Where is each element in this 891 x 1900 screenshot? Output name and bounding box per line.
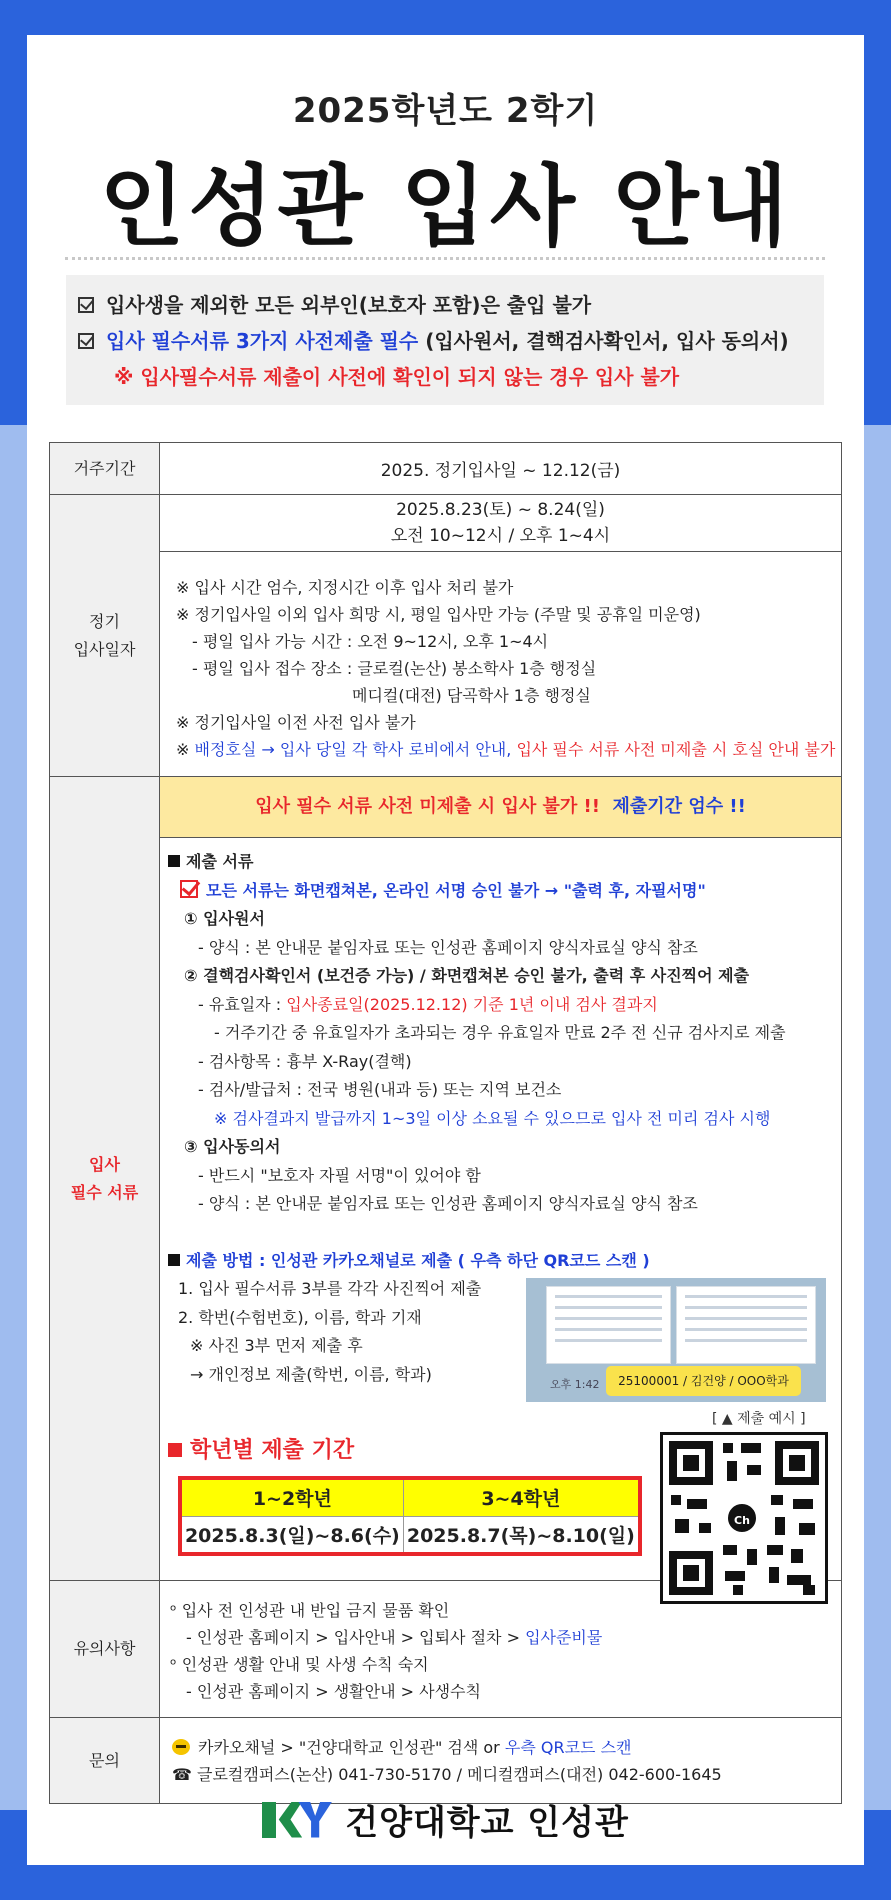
doc-2-title: ② 결핵검사확인서 (보건증 가능) / 화면캡쳐본 승인 불가, 출력 후 사진찍어 제출 (184, 966, 750, 985)
example-time: 오후 1:42 (550, 1378, 600, 1391)
contact-label: 문의 (50, 1718, 160, 1804)
doc-2-note: ※ 검사결과지 발급까지 1~3일 이상 소요될 수 있으므로 입사 전 미리 검사 시행 (214, 1108, 771, 1128)
method-step-2: 2. 학번(수험번호), 이름, 학과 기재 (178, 1307, 422, 1327)
kakao-qr-code[interactable] (660, 1432, 828, 1604)
kakao-icon (172, 1739, 190, 1755)
square-bullet-icon (168, 855, 180, 867)
checkbox-icon (180, 880, 198, 898)
doc-3-signature: - 반드시 "보호자 자필 서명"이 있어야 함 (198, 1165, 481, 1185)
example-caption: [ ▲ 제출 예시 ] (712, 1411, 806, 1427)
doc-2-item: - 검사항목 : 흉부 X-Ray(결핵) (198, 1051, 412, 1071)
kakao-channel-icon: Ch (725, 1501, 759, 1535)
row-contact (50, 1718, 842, 1804)
caution-label: 유의사항 (50, 1581, 160, 1718)
method-title: 제출 방법 : 인성관 카카오채널로 제출 ( 우측 하단 QR코드 스캔 ) (168, 1247, 841, 1276)
grade-period-title: 학년별 제출 기간 (168, 1433, 354, 1464)
grade-header: 3~4학년 (403, 1478, 640, 1516)
footer (0, 1795, 891, 1844)
notice-warning: ※ 입사필수서류 제출이 사전에 확인이 되지 않는 경우 입사 불가 (114, 365, 680, 389)
doc-2-issuer: - 검사/발급처 : 전국 병원(내과 등) 또는 지역 보건소 (198, 1080, 562, 1099)
notice-line-1: 입사생을 제외한 모든 외부인(보호자 포함)은 출입 불가 (78, 287, 814, 323)
docs-banner: 입사 필수 서류 사전 미제출 시 입사 불가 !! 제출기간 엄수 !! (160, 777, 842, 838)
page-title: 인성관 입사 안내 (99, 155, 792, 258)
doc-2-validity: - 유효일자 : 입사종료일(2025.12.12) 기준 1년 이내 검사 결과지 (198, 994, 658, 1014)
regular-label: 정기 입사일자 (50, 495, 160, 777)
square-bullet-icon (168, 1443, 182, 1457)
row-regular (50, 495, 842, 552)
doc-3-form: - 양식 : 본 안내문 붙임자료 또는 인성관 홈페이지 양식자료실 양식 참조 (198, 1194, 698, 1213)
footer-name: 건양대학교 인성관 (345, 1803, 629, 1843)
doc-2-expiry: - 거주기간 중 유효일자가 초과되는 경우 유효일자 만료 2주 전 신규 검사지로 제출 (214, 1023, 786, 1042)
doc-1-detail: - 양식 : 본 안내문 붙임자료 또는 인성관 홈페이지 양식자료실 양식 참조 (198, 937, 698, 957)
grade-period: 2025.8.3(일)~8.6(수) (180, 1516, 403, 1554)
dotted-divider (65, 257, 825, 260)
method-note: ※ 사진 3부 먼저 제출 후 (190, 1336, 363, 1355)
regular-notes: ※ 입사 시간 엄수, 지정시간 이후 입사 처리 불가 ※ 정기입사일 이외 입사 희망 시, 평일 입사만 가능 (주말 및 공휴일 미운영) - 평일 입사 가능 시간 : 오전 9~12시, 오후 1~4시 - 평일 입사 접수 장소 : 글로컬(논산) 봉소학사 1층 행정실 메디컬(대전) 담곡학사 1층 행정실 ※ 정기입사일 이전 사전 입사 불가 ※ 배정호실 → 입사 당일 각 학사 로비에서 안내, 입사 필수 서류 사전 미제출 시 호실 안내 불가 (160, 552, 842, 777)
docs-warning: 모든 서류는 화면캡쳐본, 온라인 서명 승인 불가 → "출력 후, 자필서명" (168, 877, 841, 906)
grade-header: 1~2학년 (180, 1478, 403, 1516)
example-document (676, 1286, 816, 1364)
grade-period-table (178, 1476, 642, 1556)
docs-label: 입사 필수 서류 (50, 777, 160, 1581)
stay-value: 2025. 정기입사일 ~ 12.12(금) (160, 443, 842, 495)
notice-line-2: 입사 필수서류 3가지 사전제출 필수 (입사원서, 결핵검사확인서, 입사 동의서) (78, 323, 814, 359)
regular-datetime: 2025.8.23(토) ~ 8.24(일) 오전 10~12시 / 오후 1~4시 (160, 495, 842, 552)
submission-example-image (526, 1278, 826, 1402)
notice-box (66, 275, 824, 405)
page-subtitle: 2025학년도 2학기 (292, 91, 599, 131)
square-bullet-icon (168, 1254, 180, 1266)
university-logo-icon (262, 1800, 332, 1840)
room-assignment-note: ※ 배정호실 → 입사 당일 각 학사 로비에서 안내, 입사 필수 서류 사전 미제출 시 호실 안내 불가 (176, 739, 836, 759)
method-step-1: 1. 입사 필수서류 3부를 각각 사진찍어 제출 (178, 1279, 482, 1298)
example-chat-bubble: 25100001 / 김건양 / OOO학과 (606, 1366, 801, 1396)
contact-body: 카카오채널 > "건양대학교 인성관" 검색 or 우측 QR코드 스캔 ☎ 글로컬캠퍼스(논산) 041-730-5170 / 메디컬캠퍼스(대전) 042-600-1645 (160, 1718, 842, 1804)
example-document (546, 1286, 671, 1364)
grade-period: 2025.8.7(목)~8.10(일) (403, 1516, 640, 1554)
method-note-2: → 개인정보 제출(학번, 이름, 학과) (190, 1364, 432, 1384)
caution-body: ᵒ 입사 전 인성관 내 반입 금지 물품 확인 - 인성관 홈페이지 > 입사안내 > 입퇴사 절차 > 입사준비물 ᵒ 인성관 생활 안내 및 사생 수칙 숙지 - 인성관 홈페이지 > 생활안내 > 사생수칙 (160, 1581, 842, 1718)
section-docs-title: 제출 서류 (168, 848, 841, 877)
row-docs-banner (50, 777, 842, 838)
stay-label: 거주기간 (50, 443, 160, 495)
doc-3-title: ③ 입사동의서 (184, 1137, 281, 1156)
checkbox-icon (78, 333, 94, 349)
checkbox-icon (78, 297, 94, 313)
doc-1-title: ① 입사원서 (184, 909, 265, 928)
row-regular-notes (50, 552, 842, 777)
row-stay (50, 443, 842, 495)
